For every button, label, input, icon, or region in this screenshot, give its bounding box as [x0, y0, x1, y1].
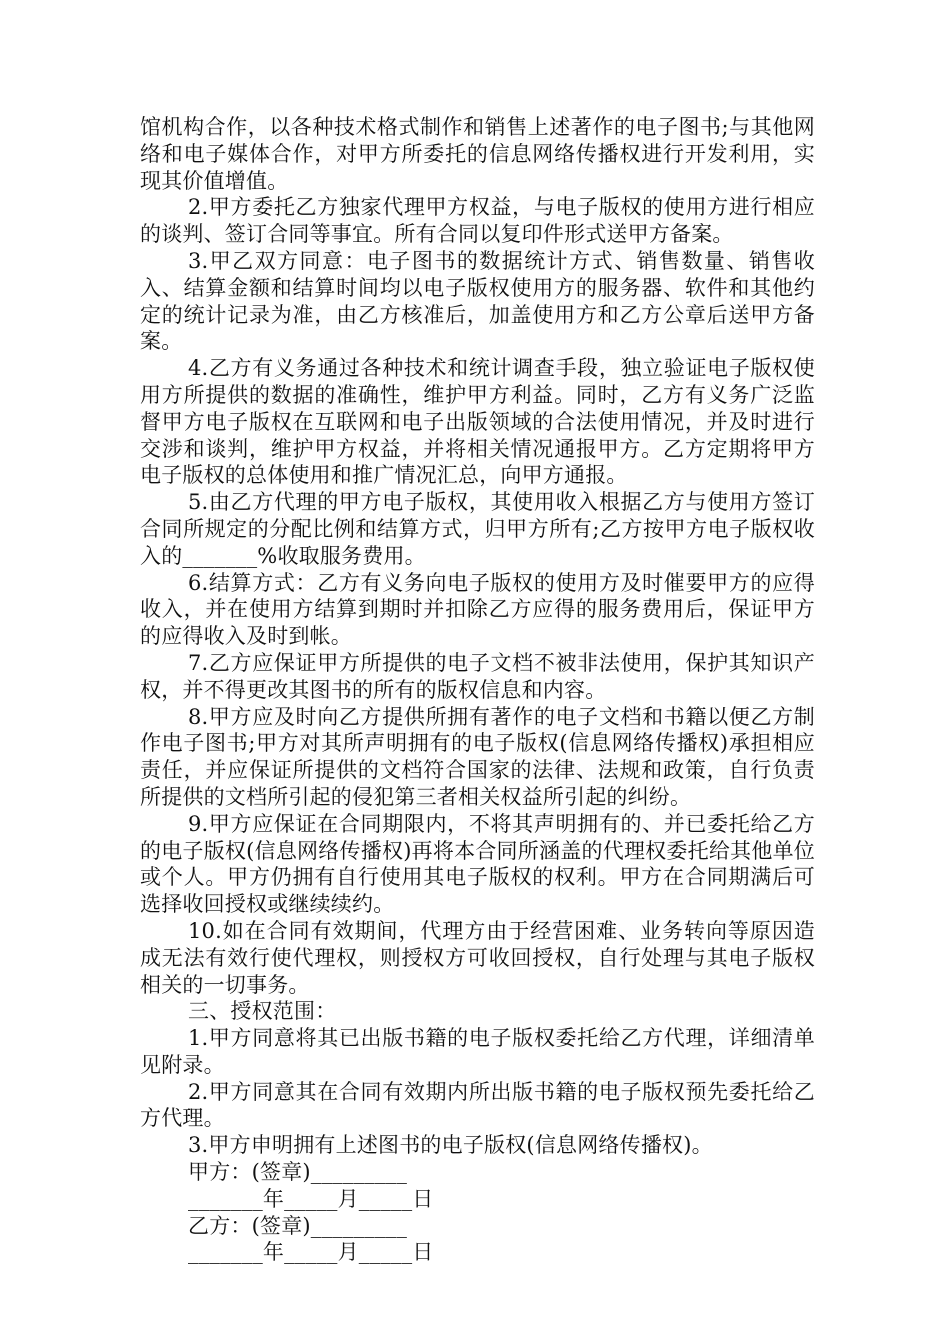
- paragraph-clause-10: 10.如在合同有效期间，代理方由于经营困难、业务转向等原因造成无法有效行使代理权，则授权方可收回授权，自行处理与其电子版权相关的一切事务。: [140, 918, 815, 997]
- paragraph-clause-9: 9.甲方应保证在合同期限内，不将其声明拥有的、并已委托给乙方的电子版权(信息网络传播权)再将本合同所涵盖的代理权委托给其他单位或个人。甲方仍拥有自行使用其电子版权的权利。甲方在合同期满后可选择收回授权或继续续约。: [140, 811, 815, 917]
- paragraph-intro-continuation: 馆机构合作，以各种技术格式制作和销售上述著作的电子图书;与其他网络和电子媒体合作，对甲方所委托的信息网络传播权进行开发利用，实现其价值增值。: [140, 115, 815, 193]
- paragraph-clause-4: 4.乙方有义务通过各种技术和统计调查手段，独立验证电子版权使用方所提供的数据的准确性，维护甲方利益。同时，乙方有义务广泛监督甲方电子版权在互联网和电子出版领域的合法使用情况，并及时进行交涉和谈判，维护甲方权益，并将相关情况通报甲方。乙方定期将甲方电子版权的总体使用和推广情况汇总，向甲方通报。: [140, 356, 815, 488]
- section-heading-authorization-scope: 三、授权范围：: [188, 999, 337, 1024]
- party-b-date-line: _______年_____月_____日: [188, 1240, 434, 1265]
- document-body: [140, 114, 815, 1266]
- signature-block: [140, 1159, 815, 1266]
- party-a-signature-line: 甲方：(签章)_________: [188, 1160, 408, 1185]
- paragraph-scope-1: 1.甲方同意将其已出版书籍的电子版权委托给乙方代理，详细清单见附录。: [140, 1026, 815, 1077]
- paragraph-scope-3: 3.甲方申明拥有上述图书的电子版权(信息网络传播权)。: [188, 1133, 713, 1158]
- paragraph-scope-2: 2.甲方同意其在合同有效期内所出版书籍的电子版权预先委托给乙方代理。: [140, 1079, 815, 1131]
- party-a-date-line: _______年_____月_____日: [188, 1186, 434, 1211]
- paragraph-clause-5: 5.由乙方代理的甲方电子版权，其使用收入根据乙方与使用方签订合同所规定的分配比例和结算方式，归甲方所有;乙方按甲方电子版权收入的_______%收取服务费用。: [140, 490, 815, 568]
- paragraph-clause-6: 6.结算方式：乙方有义务向电子版权的使用方及时催要甲方的应得收入，并在使用方结算到期时并扣除乙方应得的服务费用后，保证甲方的应得收入及时到帐。: [140, 570, 815, 649]
- paragraph-clause-2: 2.甲方委托乙方独家代理甲方权益，与电子版权的使用方进行相应的谈判、签订合同等事宜。所有合同以复印件形式送甲方备案。: [140, 195, 815, 247]
- paragraph-clause-3: 3.甲乙双方同意：电子图书的数据统计方式、销售数量、销售收入、结算金额和结算时间均以电子版权使用方的服务器、软件和其他约定的统计记录为准，由乙方核准后，加盖使用方和乙方公章后送甲方备案。: [140, 248, 815, 354]
- paragraph-clause-8: 8.甲方应及时向乙方提供所拥有著作的电子文档和书籍以便乙方制作电子图书;甲方对其所声明拥有的电子版权(信息网络传播权)承担相应责任，并应保证所提供的文档符合国家的法律、法规和政策，自行负责所提供的文档所引起的侵犯第三者相关权益所引起的纠纷。: [140, 704, 815, 809]
- paragraph-clause-7: 7.乙方应保证甲方所提供的电子文档不被非法使用，保护其知识产权，并不得更改其图书的所有的版权信息和内容。: [140, 650, 815, 702]
- party-b-signature-line: 乙方：(签章)_________: [188, 1213, 408, 1238]
